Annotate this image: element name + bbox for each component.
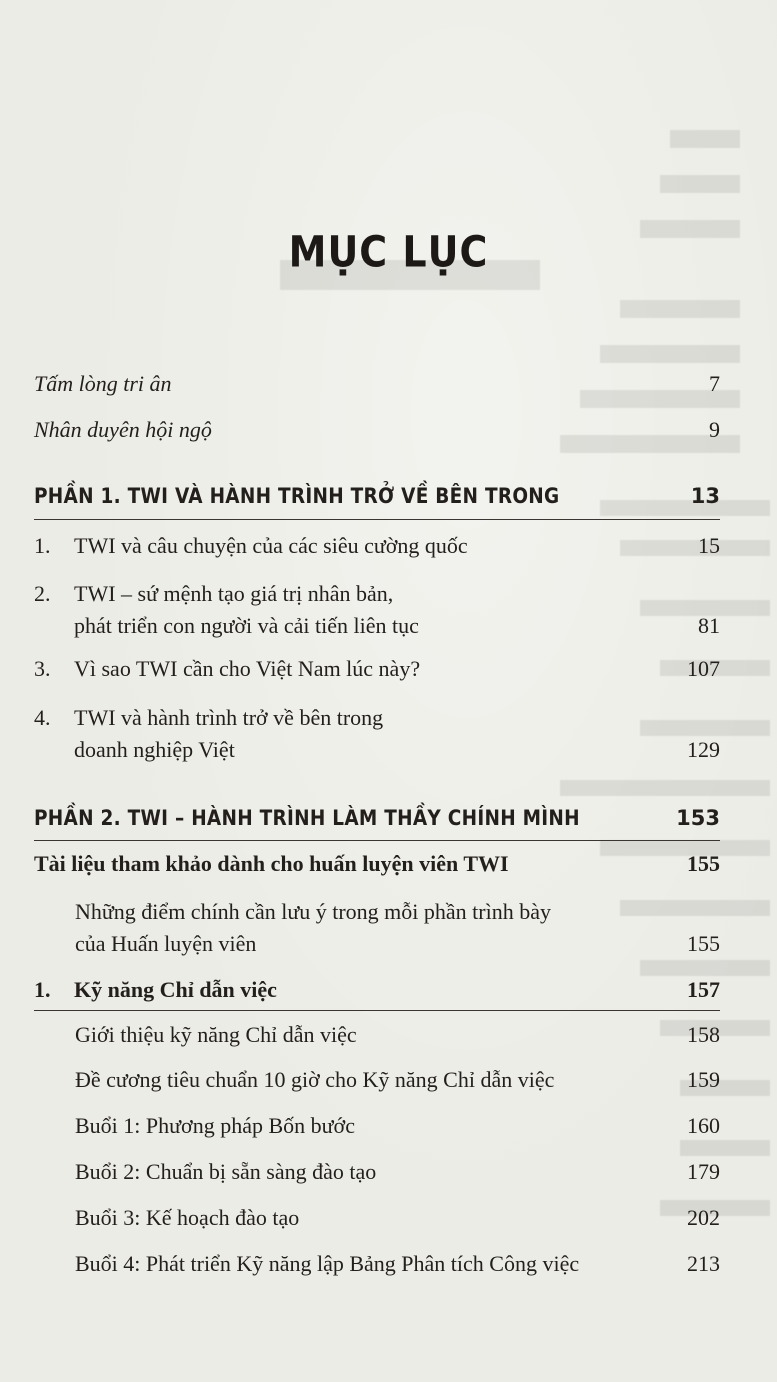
toc-entry-page: 155 <box>687 851 720 876</box>
toc-entry-title: TWI và câu chuyện của các siêu cường quốc <box>74 533 468 558</box>
part-heading-page: 13 <box>690 484 720 508</box>
toc-entry-page: 159 <box>687 1067 720 1092</box>
toc-entry-title: Đề cương tiêu chuẩn 10 giờ cho Kỹ năng Chỉ dẫn việc <box>75 1067 555 1092</box>
toc-section <box>34 974 720 1006</box>
toc-entry-title: Tài liệu tham khảo dành cho huấn luyện viên TWI <box>34 851 509 876</box>
divider <box>34 840 720 841</box>
toc-entry <box>75 1064 720 1096</box>
toc-entry-title: Giới thiệu kỹ năng Chỉ dẫn việc <box>75 1022 357 1047</box>
toc-entry <box>34 848 720 880</box>
toc-entry-number: 1. <box>34 977 51 1002</box>
toc-entry-title: Tấm lòng tri ân <box>34 371 172 396</box>
toc-entry-title: Buổi 2: Chuẩn bị sẵn sàng đào tạo <box>75 1159 377 1184</box>
toc-entry-title: TWI – sứ mệnh tạo giá trị nhân bản, <box>74 581 394 606</box>
toc-entry-title: Nhân duyên hội ngộ <box>34 417 212 442</box>
toc-entry-number: 1. <box>34 533 51 558</box>
toc-entry-title: Kỹ năng Chỉ dẫn việc <box>74 977 277 1002</box>
toc-entry-number: 2. <box>34 581 51 606</box>
toc-entry-page: 213 <box>687 1251 720 1276</box>
toc-entry-page: 202 <box>687 1205 720 1230</box>
toc-entry <box>34 368 720 400</box>
toc-entry-page: 81 <box>698 613 720 638</box>
toc-entry-page: 155 <box>687 931 720 956</box>
toc-entry-page: 129 <box>687 737 720 762</box>
toc-entry-title: Buổi 3: Kế hoạch đào tạo <box>75 1205 300 1230</box>
toc-entry-number: 4. <box>34 705 51 730</box>
toc-entry <box>34 530 720 562</box>
toc-entry-page: 9 <box>709 417 720 442</box>
part-heading <box>34 802 720 834</box>
part-heading <box>34 480 720 512</box>
toc-entry-page: 160 <box>687 1113 720 1138</box>
toc-entry-page: 158 <box>687 1022 720 1047</box>
toc-entry <box>34 653 720 685</box>
toc-entry-page: 15 <box>698 533 720 558</box>
divider <box>34 1010 720 1011</box>
toc-entry-title-cont: phát triển con người và cải tiến liên tục <box>74 613 419 638</box>
toc-entry <box>75 1248 720 1280</box>
toc-entry <box>75 896 720 960</box>
toc-entry-page: 179 <box>687 1159 720 1184</box>
toc-entry <box>34 414 720 446</box>
toc-entry <box>75 1110 720 1142</box>
toc-entry <box>34 578 720 642</box>
toc-entry-title-cont: của Huấn luyện viên <box>75 931 257 956</box>
toc-entry-title: Buổi 1: Phương pháp Bốn bước <box>75 1113 355 1138</box>
toc-entry-page: 107 <box>687 656 720 681</box>
part-heading-page: 153 <box>676 806 720 830</box>
page-title: MỤC LỤC <box>288 227 489 277</box>
part-heading-title: PHẦN 1. TWI VÀ HÀNH TRÌNH TRỞ VỀ BÊN TRONG <box>34 484 560 508</box>
toc-entry <box>75 1019 720 1051</box>
toc-entry-title: Những điểm chính cần lưu ý trong mỗi phần trình bày <box>75 899 551 924</box>
toc-entry <box>75 1156 720 1188</box>
divider <box>34 519 720 520</box>
toc-entry-page: 7 <box>709 371 720 396</box>
toc-entry <box>75 1202 720 1234</box>
toc-entry-title: TWI và hành trình trở về bên trong <box>74 705 384 730</box>
toc-entry-page: 157 <box>687 977 720 1002</box>
toc-entry-number: 3. <box>34 656 51 681</box>
part-heading-title: PHẦN 2. TWI – HÀNH TRÌNH LÀM THẦY CHÍNH MÌNH <box>34 806 580 830</box>
toc-entry <box>34 702 720 766</box>
toc-entry-title: Buổi 4: Phát triển Kỹ năng lập Bảng Phân tích Công việc <box>75 1251 580 1276</box>
toc-entry-title-cont: doanh nghiệp Việt <box>74 737 235 762</box>
toc-entry-title: Vì sao TWI cần cho Việt Nam lúc này? <box>74 656 421 681</box>
